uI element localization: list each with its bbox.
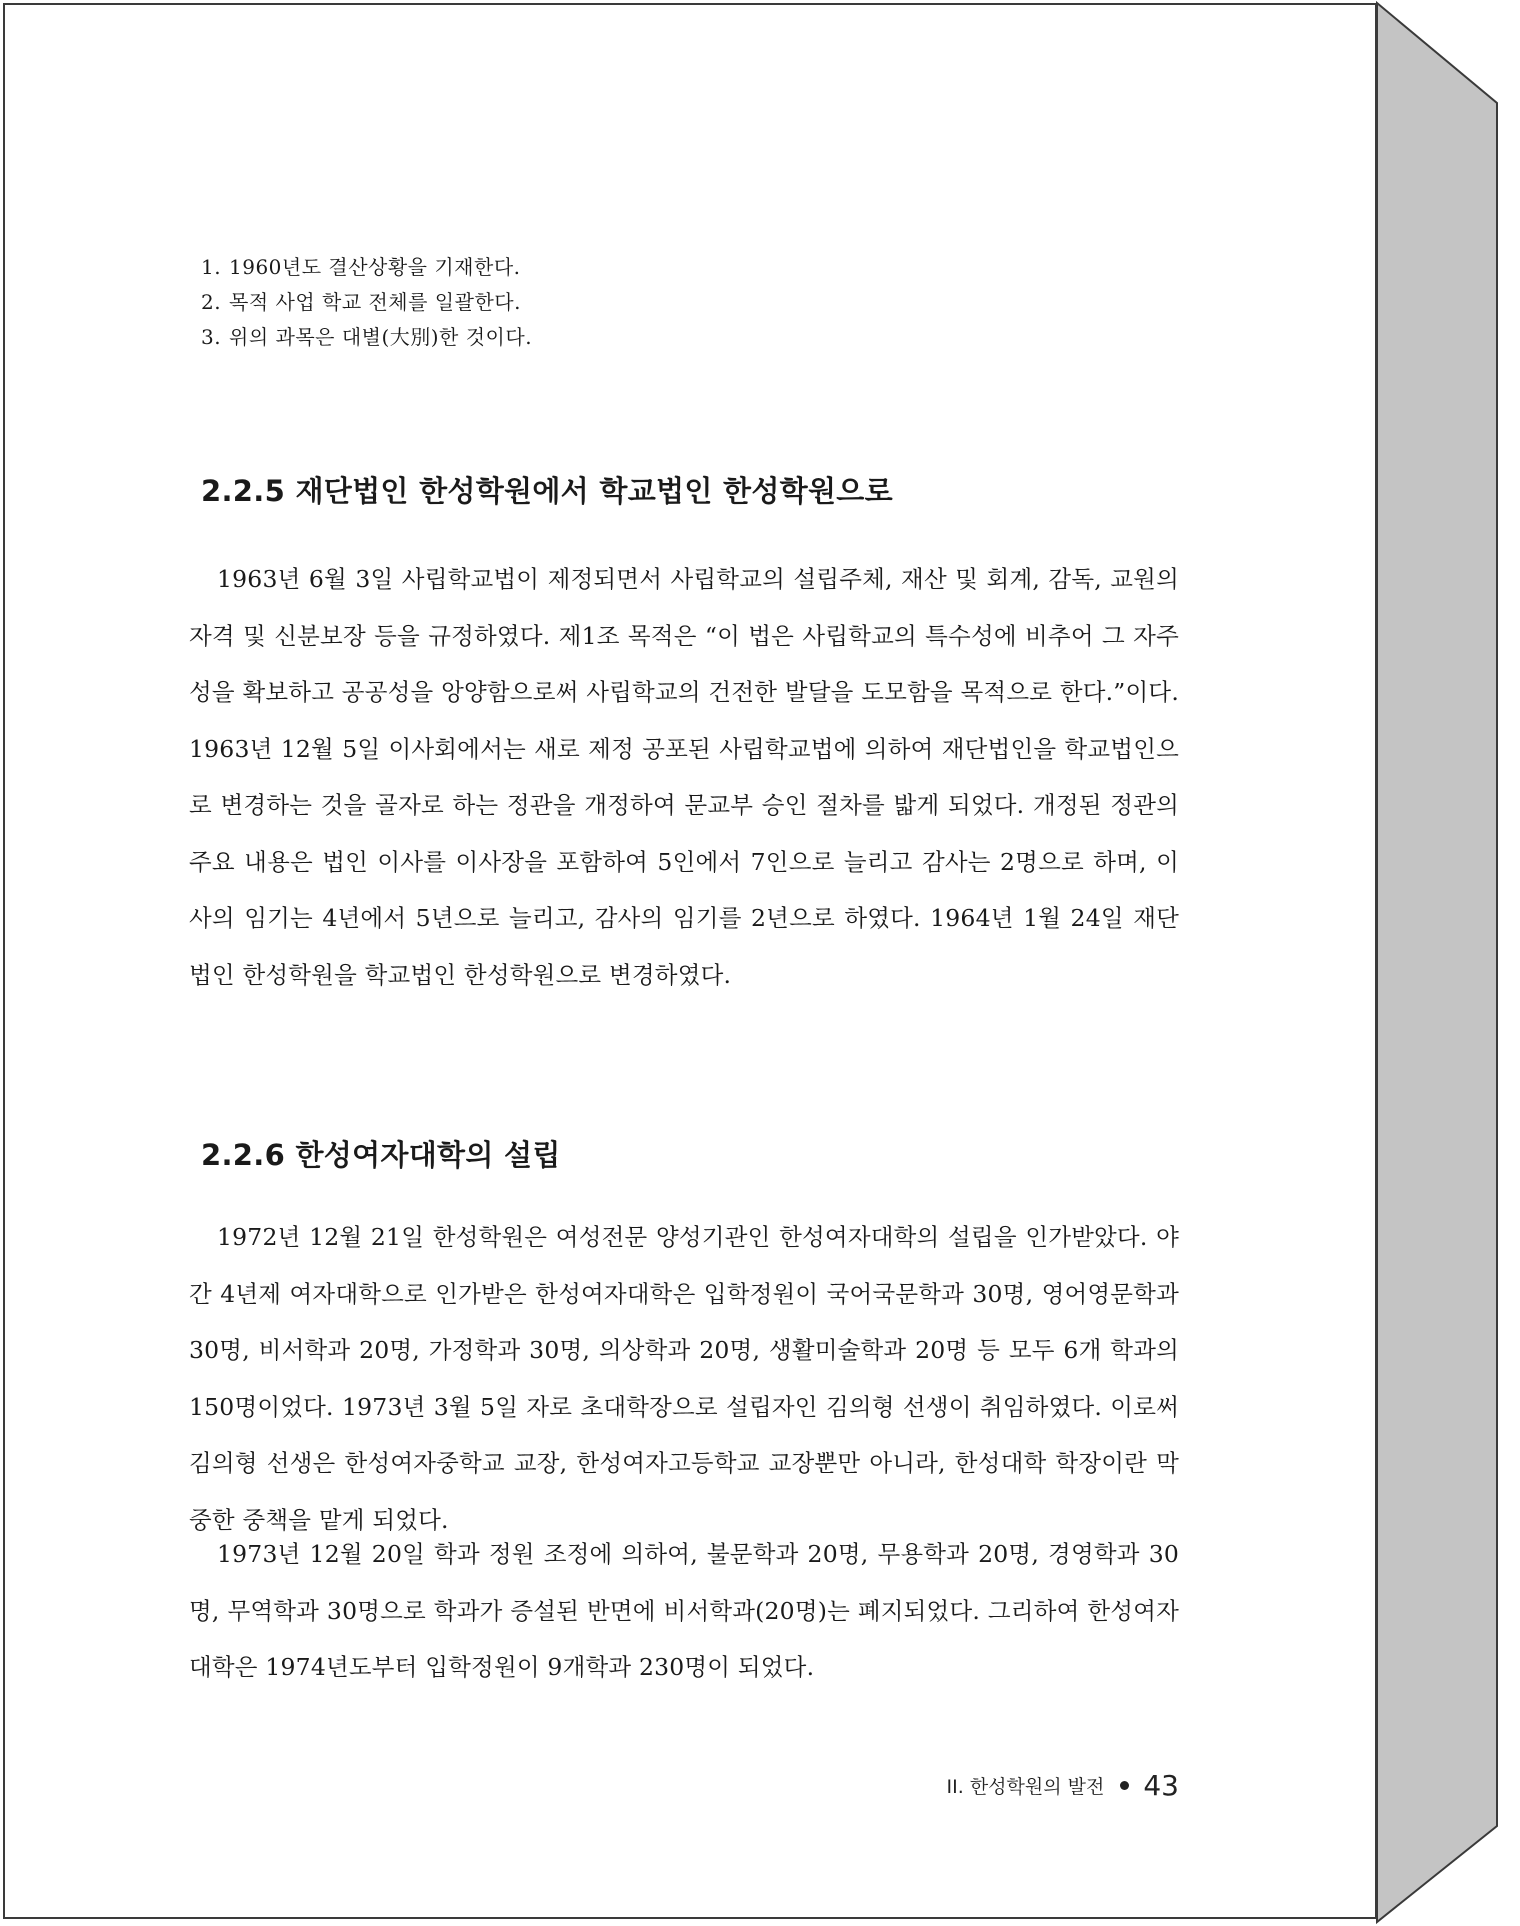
- note-text: 위의 과목은 대별(大別)한 것이다.: [229, 325, 533, 349]
- note-text: 목적 사업 학교 전체를 일괄한다.: [229, 290, 521, 314]
- note-text: 1960년도 결산상황을 기재한다.: [229, 255, 521, 279]
- section-2-2-6-paragraph-1: 1972년 12월 21일 한성학원은 여성전문 양성기관인 한성여자대학의 설립을 인가받았다. 야간 4년제 여자대학으로 인가받은 한성여자대학은 입학정원이 국어국문학과 30명, 영어영문학과 30명, 비서학과 20명, 가정학과 30명, 의상학과 20명, 생활미술학과 20명 등 모두 6개 학과의 150명이었다. 1973년 3월 5일 자로 초대학장으로 설립자인 김의형 선생이 취임하였다. 이로써 김의형 선생은 한성여자중학교 교장, 한성여자고등학교 교장뿐만 아니라, 한성대학 학장이란 막중한 중책을 맡게 되었다.: [189, 1223, 1179, 1534]
- footer-chapter-title: II. 한성학원의 발전: [946, 1776, 1105, 1798]
- section-2-2-6-paragraph-2: 1973년 12월 20일 학과 정원 조정에 의하여, 불문학과 20명, 무용학과 20명, 경영학과 30명, 무역학과 30명으로 학과가 증설된 반면에 비서학과(20명)는 폐지되었다. 그리하여 한성여자대학은 1974년도부터 입학정원이 9개학과 230명이 되었다.: [189, 1540, 1179, 1681]
- section-heading-2-2-5: 2.2.5 재단법인 한성학원에서 학교법인 한성학원으로: [201, 474, 893, 508]
- section-2-2-5-paragraph: 1963년 6월 3일 사립학교법이 제정되면서 사립학교의 설립주체, 재산 및 회계, 감독, 교원의 자격 및 신분보장 등을 규정하였다. 제1조 목적은 “이 법은 사립학교의 특수성에 비추어 그 자주성을 확보하고 공공성을 앙양함으로써 사립학교의 건전한 발달을 도모함을 목적으로 한다.”이다. 1963년 12월 5일 이사회에서는 새로 제정 공포된 사립학교법에 의하여 재단법인을 학교법인으로 변경하는 것을 골자로 하는 정관을 개정하여 문교부 승인 절차를 밟게 되었다. 개정된 정관의 주요 내용은 법인 이사를 이사장을 포함하여 5인에서 7인으로 늘리고 감사는 2명으로 하며, 이사의 임기는 4년에서 5년으로 늘리고, 감사의 임기를 2년으로 하였다. 1964년 1월 24일 재단법인 한성학원을 학교법인 한성학원으로 변경하였다.: [189, 565, 1179, 989]
- note-number: 2.: [201, 290, 222, 314]
- section-heading-2-2-6: 2.2.6 한성여자대학의 설립: [201, 1138, 561, 1172]
- page-number: 43: [1143, 1769, 1179, 1802]
- book-side-shadow-icon: [1377, 3, 1497, 1922]
- note-number: 1.: [201, 255, 222, 279]
- note-number: 3.: [201, 325, 222, 349]
